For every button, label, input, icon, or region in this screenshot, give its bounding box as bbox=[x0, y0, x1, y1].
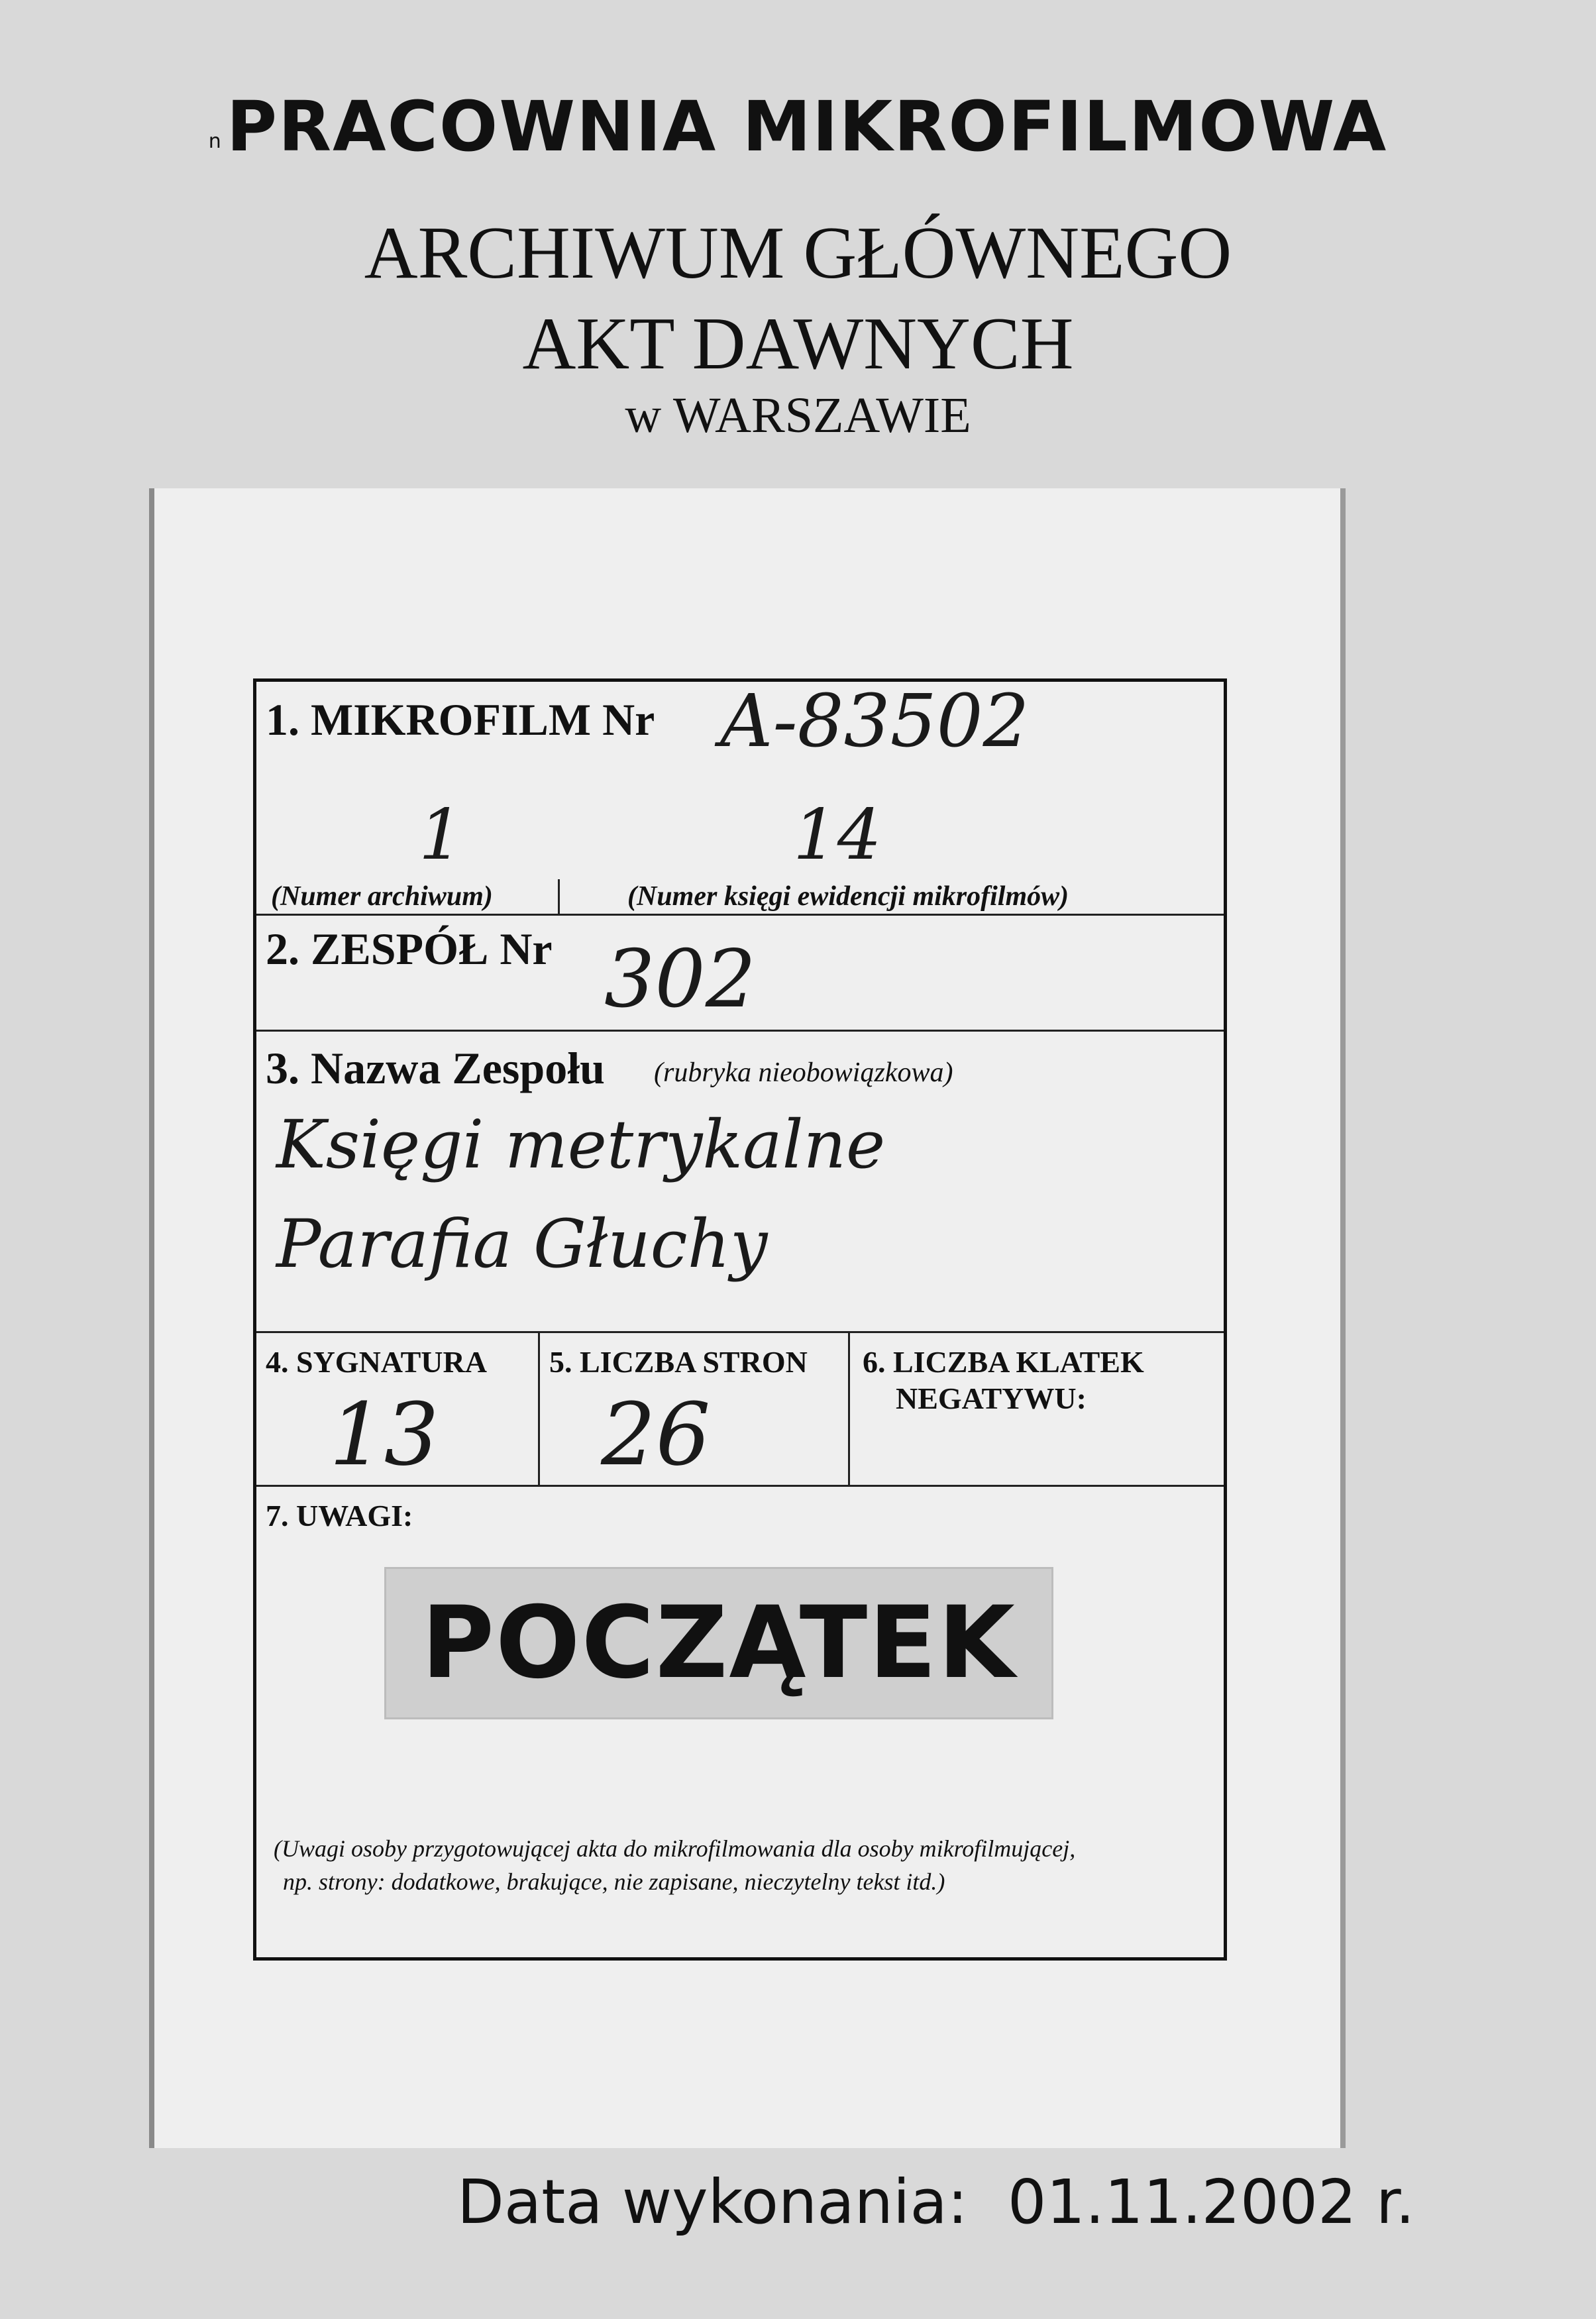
field3-value-line2: Parafia Głuchy bbox=[276, 1205, 768, 1283]
archive-name-line2: AKT DAWNYCH bbox=[522, 303, 1074, 385]
divider-col1 bbox=[538, 1331, 540, 1485]
divider-row4 bbox=[256, 1485, 1224, 1487]
divider-row1 bbox=[256, 914, 1224, 916]
field5-label: 5. LICZBA STRON bbox=[549, 1345, 808, 1379]
field1-register-number: 14 bbox=[793, 794, 882, 875]
field4-value: 13 bbox=[329, 1384, 439, 1485]
archive-number-caption: (Numer archiwum) bbox=[271, 881, 493, 912]
field5-value: 26 bbox=[601, 1384, 711, 1485]
lab-title-text: PRACOWNIA MIKROFILMOWA bbox=[226, 86, 1388, 167]
field2-value: 302 bbox=[604, 934, 757, 1026]
divider-row3 bbox=[256, 1331, 1224, 1333]
field1-archive-number: 1 bbox=[419, 794, 463, 875]
poczatek-stamp: POCZĄTEK bbox=[384, 1567, 1053, 1719]
caption-divider bbox=[558, 879, 560, 914]
field3-hint: (rubryka nieobowiązkowa) bbox=[654, 1057, 953, 1088]
field7-note-line1: (Uwagi osoby przygotowującej akta do mikrofilmowania dla osoby mikrofilmującej, bbox=[274, 1835, 1076, 1862]
archive-city: w WARSZAWIE bbox=[625, 388, 971, 443]
divider-row2 bbox=[256, 1030, 1224, 1032]
field1-label: 1. MIKROFILM Nr bbox=[266, 694, 655, 745]
field6-label-line1: 6. LICZBA KLATEK bbox=[863, 1345, 1144, 1379]
lab-title bbox=[0, 86, 1596, 167]
field4-label: 4. SYGNATURA bbox=[266, 1345, 487, 1379]
lab-title-prefix: n bbox=[208, 130, 223, 153]
field7-label: 7. UWAGI: bbox=[266, 1499, 413, 1533]
field3-label: 3. Nazwa Zespołu bbox=[266, 1043, 605, 1093]
field1-microfilm-number: A-83502 bbox=[720, 678, 1030, 763]
field6-label-line2: NEGATYWU: bbox=[896, 1381, 1087, 1415]
execution-date bbox=[457, 2167, 1414, 2238]
microfilm-form bbox=[253, 678, 1227, 1961]
register-number-caption: (Numer księgi ewidencji mikrofilmów) bbox=[627, 881, 1069, 912]
archive-name-line1: ARCHIWUM GŁÓWNEGO bbox=[364, 212, 1232, 294]
date-value: 01.11.2002 r. bbox=[1007, 2167, 1415, 2238]
field2-label: 2. ZESPÓŁ Nr bbox=[266, 924, 553, 974]
divider-col2 bbox=[848, 1331, 850, 1485]
field3-value-line1: Księgi metrykalne bbox=[276, 1106, 886, 1183]
field7-note-line2: np. strony: dodatkowe, brakujące, nie zapisane, nieczytelny tekst itd.) bbox=[283, 1868, 945, 1895]
date-label: Data wykonania: bbox=[457, 2167, 968, 2238]
